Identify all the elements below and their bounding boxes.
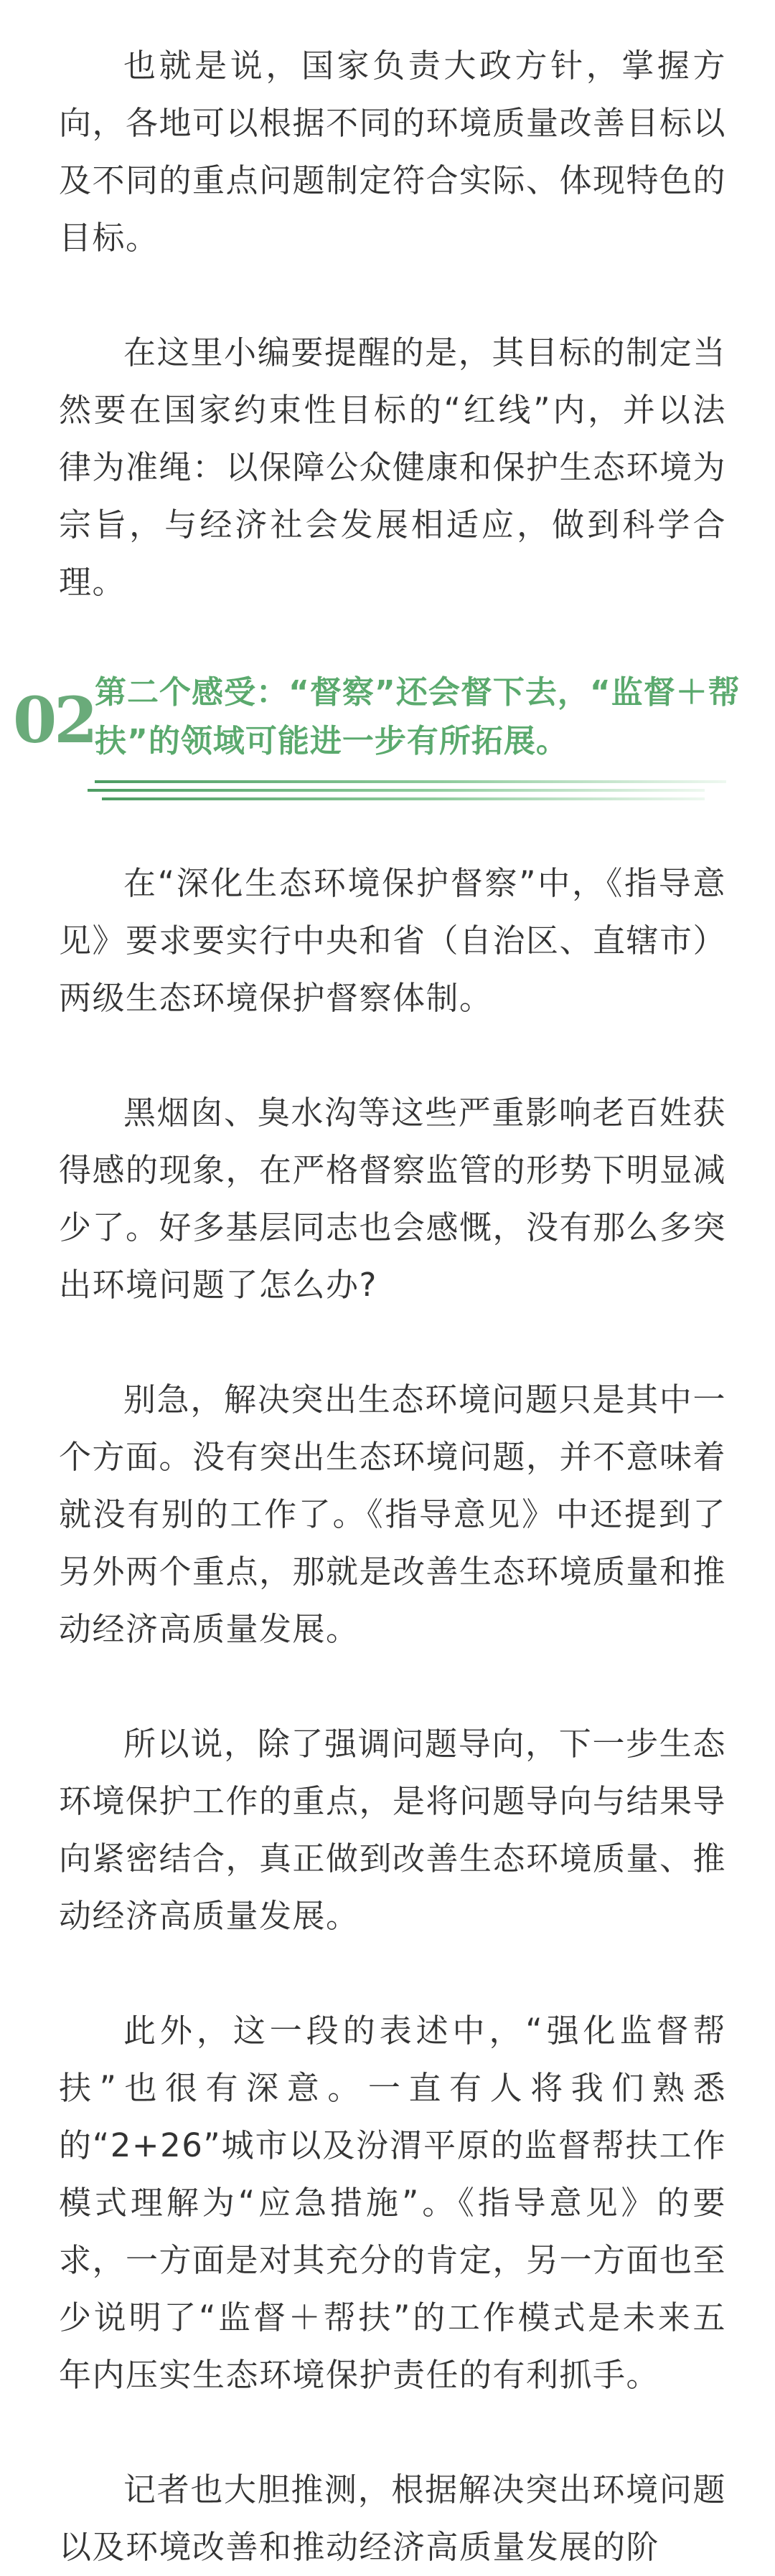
paragraph: 别急，解决突出生态环境问题只是其中一个方面。没有突出生态环境问题，并不意味着就没有别的工作了。《指导意见》中还提到了另外两个重点，那就是改善生态环境质量和推动经济高质量发展。 — [59, 1381, 727, 1648]
section-heading — [13, 668, 741, 812]
section-divider-line — [102, 797, 705, 800]
section-title: 第二个感受：“督察”还会督下去，“监督＋帮扶”的领域可能进一步有所拓展。 — [95, 674, 741, 759]
section-number: 02 — [13, 683, 95, 757]
paragraph: 记者也大胆推测，根据解决突出环境问题以及环境改善和推动经济高质量发展的阶 — [59, 2471, 726, 2566]
paragraph: 所以说，除了强调问题导向，下一步生态环境保护工作的重点，是将问题导向与结果导向紧密结合，真正做到改善生态环境质量、推动经济高质量发展。 — [59, 1725, 727, 1935]
section-divider-line — [95, 780, 726, 783]
paragraph: 在这里小编要提醒的是，其目标的制定当然要在国家约束性目标的“红线”内，并以法律为准绳：以保障公众健康和保护生态环境为宗旨，与经济社会发展相适应，做到科学合理。 — [59, 333, 727, 601]
article-body — [13, 37, 741, 2576]
paragraph: 黑烟囱、臭水沟等这些严重影响老百姓获得感的现象，在严格督察监管的形势下明显减少了。好多基层同志也会感慨，没有那么多突出环境问题了怎么办? — [59, 1094, 727, 1304]
paragraph: 在“深化生态环境保护督察”中，《指导意见》要求要实行中央和省（自治区、直辖市）两级生态环境保护督察体制。 — [59, 864, 727, 1017]
section-divider-line — [88, 789, 705, 792]
paragraph: 此外，这一段的表述中，“强化监督帮扶”也很有深意。一直有人将我们熟悉的“2+26”城市以及汾渭平原的监督帮扶工作模式理解为“应急措施”。《指导意见》的要求，一方面是对其充分的肯定，另一方面也至少说明了“监督＋帮扶”的工作模式是未来五年内压实生态环境保护责任的有利抓手。 — [59, 2012, 727, 2394]
paragraph: 也就是说，国家负责大政方针，掌握方向，各地可以根据不同的环境质量改善目标以及不同的重点问题制定符合实际、体现特色的目标。 — [59, 47, 727, 257]
